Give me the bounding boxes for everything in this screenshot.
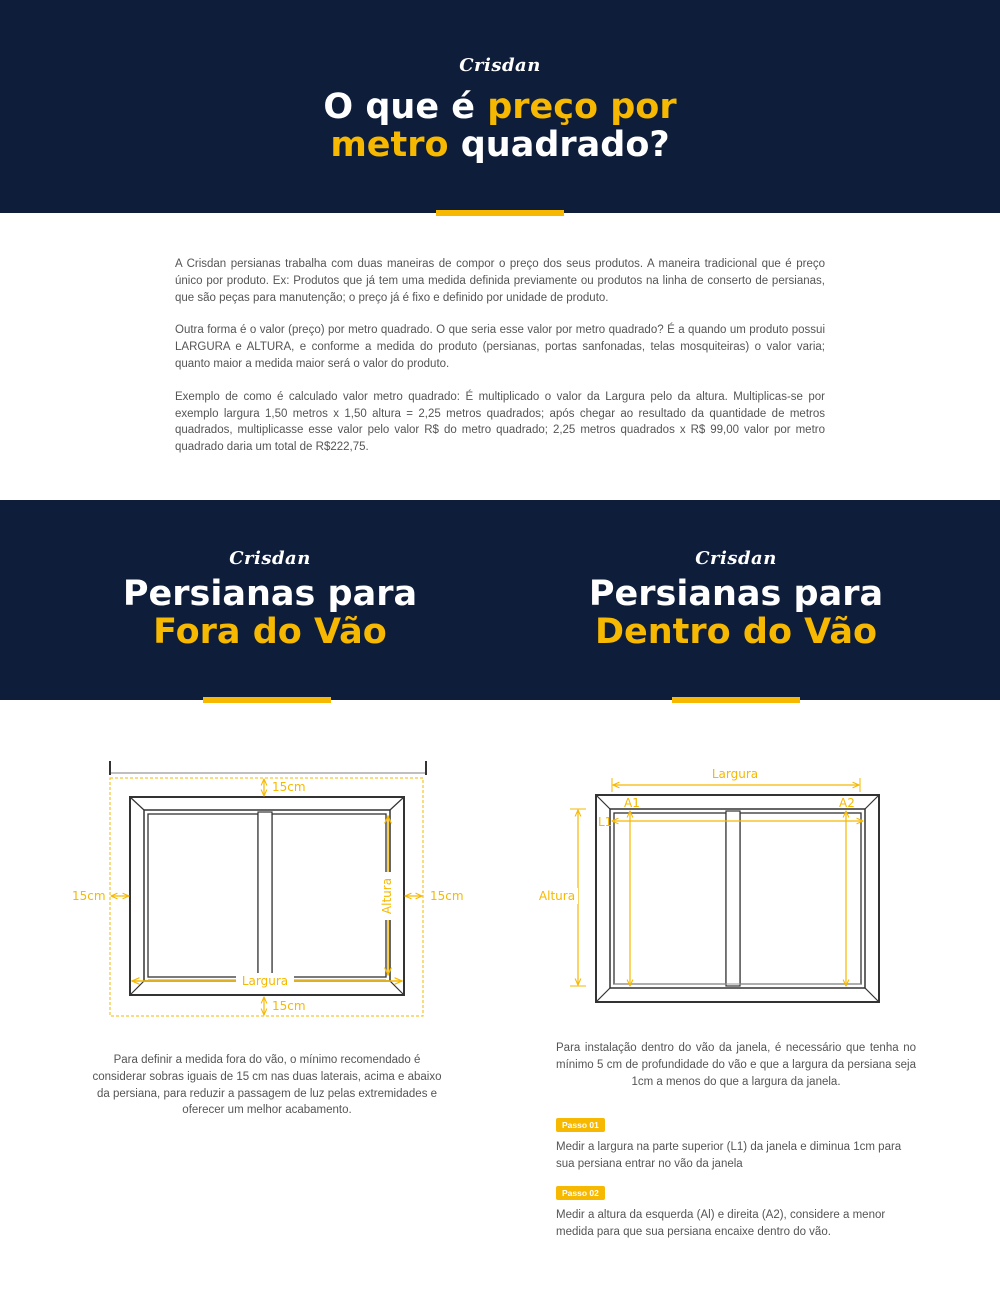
window-pane-right: [740, 813, 861, 984]
intro-paragraph-1: A Crisdan persianas trabalha com duas maneiras de compor o preço dos seus produtos. A maneira tradicional que é preço único por produto. Ex: Produtos que já tem uma medida definida previamente ou produtos na linha de conserto de persianas, que são peças para manutenção; o preço já é fixo e definido por unidade de produto.: [175, 258, 825, 304]
l1-label: L1: [598, 815, 613, 829]
step-2-badge: Passo 02: [556, 1186, 605, 1200]
hero-accent-bar: [436, 210, 564, 216]
left-accent-bar: [203, 697, 331, 703]
left-section-title: [20, 575, 520, 651]
window-pane-left: [614, 813, 726, 984]
window-mullion: [726, 811, 740, 986]
left-brand-logo: Crisdan: [229, 548, 311, 569]
title-part-1: O que é: [323, 87, 488, 127]
frame-corner: [390, 981, 404, 995]
step-2-text: Medir a altura da esquerda (Al) e direita (A2), considere a menor medida para que sua persiana encaixe dentro do vão.: [556, 1209, 886, 1238]
left-caption: Para definir a medida fora do vão, o mínimo recomendado é considerar sobras iguais de 15 cm nas duas laterais, acima e abaixo da persiana, para reduzir a passagem de luz pelas extremidades e oferecer um melhor acabamento.: [92, 1054, 442, 1117]
width-label: Largura: [711, 767, 759, 781]
title-highlight-2: metro: [330, 125, 449, 165]
outside-window-diagram: [60, 750, 480, 1040]
window-pane-left: [148, 814, 258, 977]
title-part-2: quadrado?: [448, 125, 670, 165]
a2-label: A2: [839, 796, 855, 810]
width-label: Largura: [241, 974, 289, 988]
left-section-header: [20, 548, 520, 651]
brand-logo: Crisdan: [459, 55, 541, 76]
window-mullion: [258, 812, 272, 979]
frame-corner: [130, 797, 144, 810]
top-gap-label: 15cm: [272, 780, 306, 794]
right-section-header: [486, 548, 986, 651]
intro-paragraph-2: Outra forma é o valor (preço) por metro quadrado. O que seria esse valor por metro quadrado? É a quando um produto possui LARGURA e ALTURA, e conforme a medida do produto (persianas, portas sanfonadas, telas mosquiteiras) o valor varia; quanto maior a medida maior será o valor do produto.: [175, 324, 825, 370]
step-1-text: Medir a largura na parte superior (L1) da janela e diminua 1cm para sua persiana entrar no vão da janela: [556, 1141, 902, 1170]
right-gap-label: 15cm: [430, 889, 464, 903]
right-brand-logo: Crisdan: [695, 548, 777, 569]
hero-banner: [0, 0, 1000, 213]
frame-corner: [596, 988, 610, 1002]
frame-corner: [865, 988, 879, 1002]
a1-label: A1: [624, 796, 640, 810]
frame-corner: [390, 797, 404, 810]
height-label: Altura: [538, 889, 576, 903]
frame-corner: [865, 795, 879, 809]
left-gap-label: 15cm: [72, 889, 106, 903]
window-pane-right: [272, 814, 386, 977]
inside-window-diagram: [530, 760, 910, 1010]
left-title-line-1: Persianas para: [122, 574, 418, 614]
right-accent-bar: [672, 697, 800, 703]
title-highlight-1: preço por: [487, 87, 677, 127]
bottom-gap-label: 15cm: [272, 999, 306, 1013]
frame-corner: [596, 795, 610, 809]
intro-text: [175, 256, 825, 472]
left-title-line-2: Fora do Vão: [153, 612, 387, 652]
intro-paragraph-3: Exemplo de como é calculado valor metro quadrado: É multiplicado o valor da Largura pelo da altura. Multiplicas-se por exemplo largura 1,50 metros x 1,50 altura = 2,25 metros quadrados; após chegar ao resultado da quantidade de metros quadrados, multiplicasse esse valor pelo valor R$ do metro quadrado; 2,25 metros quadrados x R$ 99,00 valor por metro quadrado daria um total de R$222,75.: [175, 390, 825, 454]
right-caption: Para instalação dentro do vão da janela, é necessário que tenha no mínimo 5 cm de profundidade do vão e que a largura da persiana seja 1cm a menos do que a largura da janela.: [556, 1042, 916, 1088]
right-section-title: [486, 575, 986, 651]
right-title-line-1: Persianas para: [588, 574, 884, 614]
step-1-badge: Passo 01: [556, 1118, 605, 1132]
height-label: Altura: [380, 877, 394, 915]
page-title: [0, 88, 1000, 164]
frame-corner: [130, 981, 144, 995]
right-title-line-2: Dentro do Vão: [594, 612, 878, 652]
